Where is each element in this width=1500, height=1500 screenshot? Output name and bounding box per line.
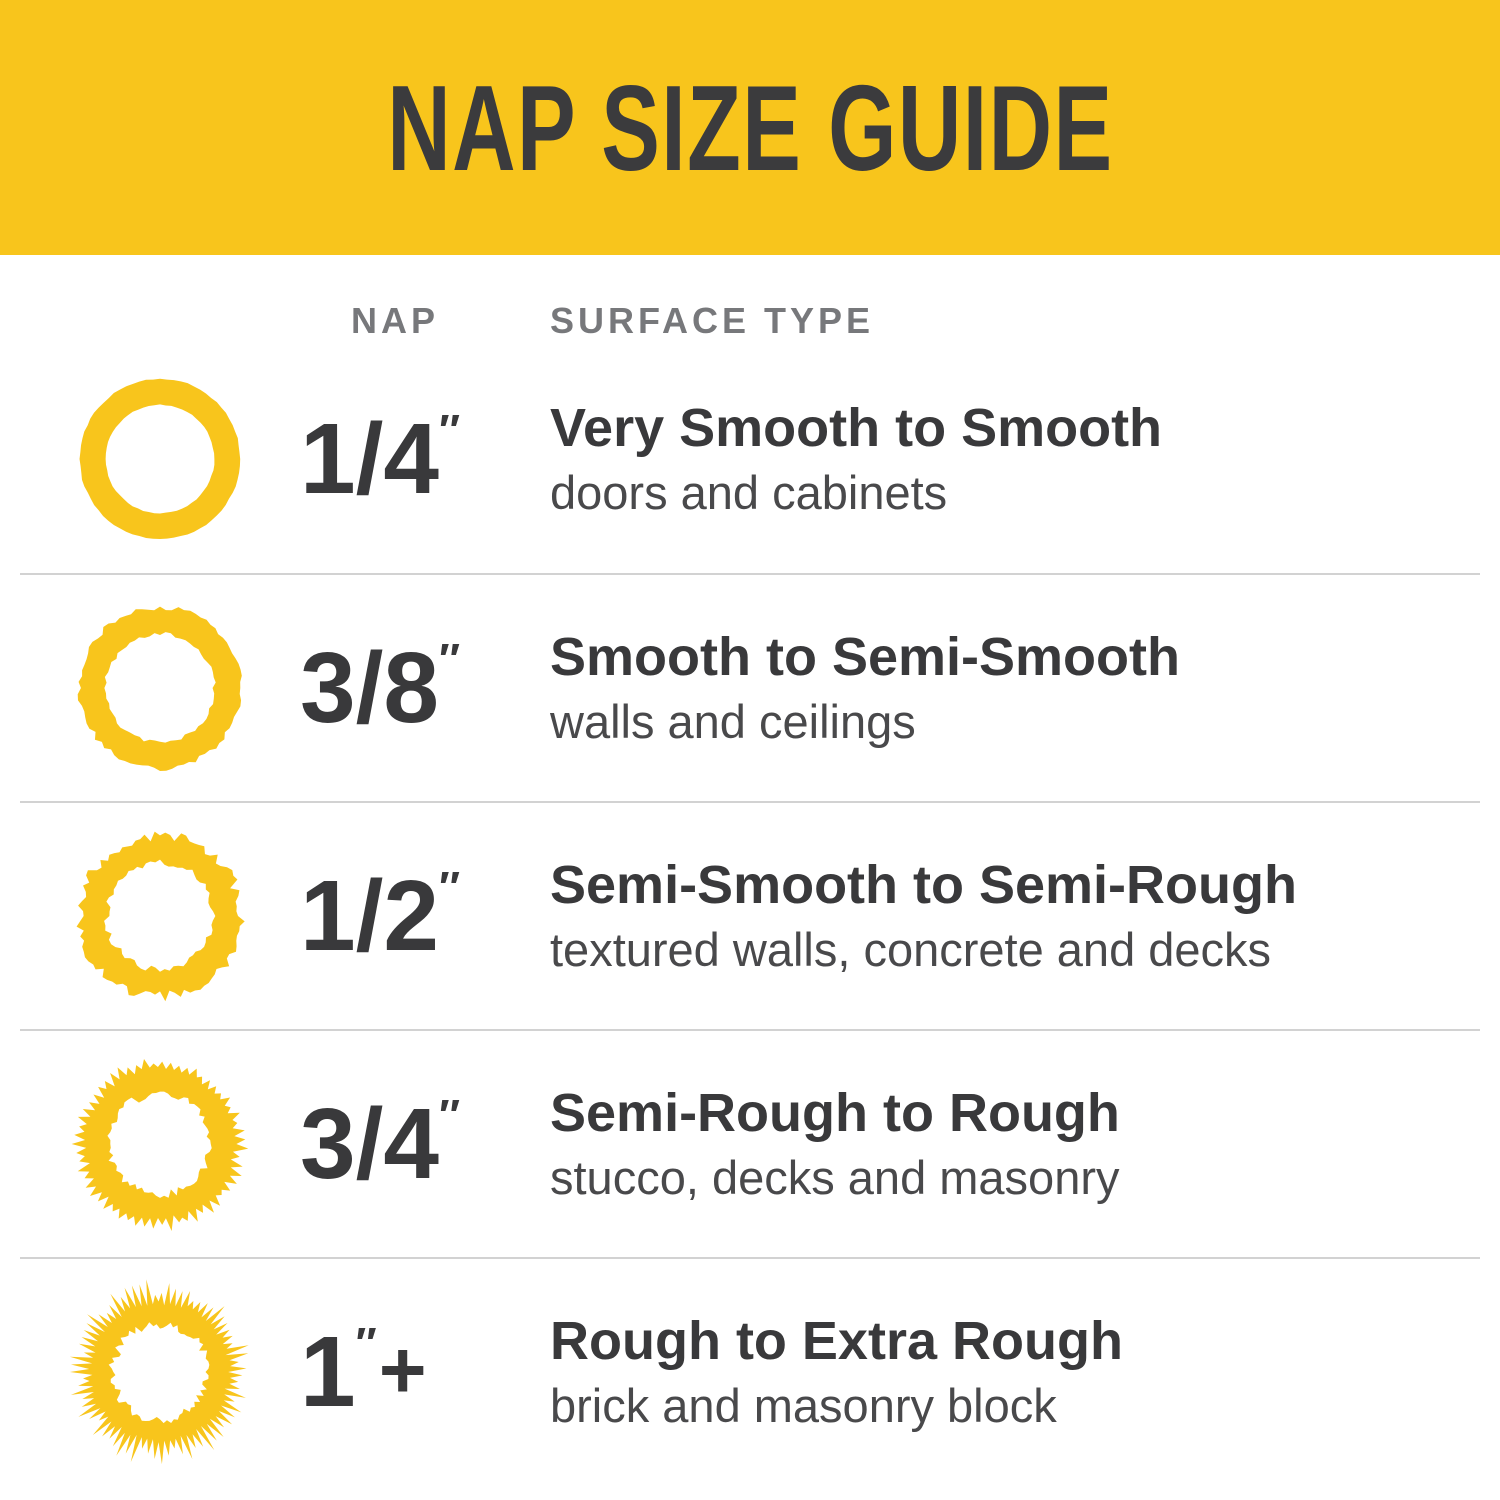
table-row (20, 573, 1480, 801)
surface-type-examples: textured walls, concrete and decks (550, 922, 1272, 976)
plus-sign: + (378, 1325, 427, 1416)
nap-column-header: NAP (350, 300, 439, 341)
surface-type-examples: stucco, decks and masonry (550, 1150, 1120, 1204)
nap-ring-icon (60, 359, 260, 559)
nap-size-label: 3/8″ (300, 632, 463, 744)
inch-mark: ″ (439, 406, 463, 455)
table-row (20, 801, 1480, 1029)
nap-size-label: 1/4″ (300, 403, 463, 515)
surface-type-title: Semi-Rough to Rough (550, 1082, 1120, 1143)
table-row (20, 1029, 1480, 1257)
surface-type-title: Very Smooth to Smooth (550, 397, 1163, 458)
nap-size-label: 3/4″ (300, 1088, 463, 1200)
header-banner (0, 0, 1500, 255)
nap-ring-icon (60, 1272, 260, 1472)
nap-ring-icon (60, 1044, 260, 1244)
nap-ring-icon (60, 816, 260, 1016)
surface-type-column-header: SURFACE TYPE (550, 300, 875, 341)
nap-size-label: 1/2″ (300, 860, 463, 972)
column-headers (20, 297, 1480, 345)
surface-type-title: Rough to Extra Rough (550, 1310, 1123, 1371)
surface-type-examples: brick and masonry block (550, 1378, 1057, 1432)
inch-mark: ″ (355, 1319, 379, 1368)
guide-table (0, 297, 1500, 1485)
table-row (20, 345, 1480, 573)
page-title: NAP SIZE GUIDE (386, 59, 1114, 196)
table-row (20, 1257, 1480, 1485)
inch-mark: ″ (439, 863, 463, 912)
inch-mark: ″ (439, 635, 463, 684)
surface-type-title: Smooth to Semi-Smooth (550, 626, 1180, 687)
nap-size-label: 1″+ (300, 1316, 427, 1428)
surface-type-examples: doors and cabinets (550, 465, 948, 519)
nap-ring-icon (60, 588, 260, 788)
surface-type-examples: walls and ceilings (550, 694, 916, 748)
inch-mark: ″ (439, 1091, 463, 1140)
surface-type-title: Semi-Smooth to Semi-Rough (550, 854, 1297, 915)
